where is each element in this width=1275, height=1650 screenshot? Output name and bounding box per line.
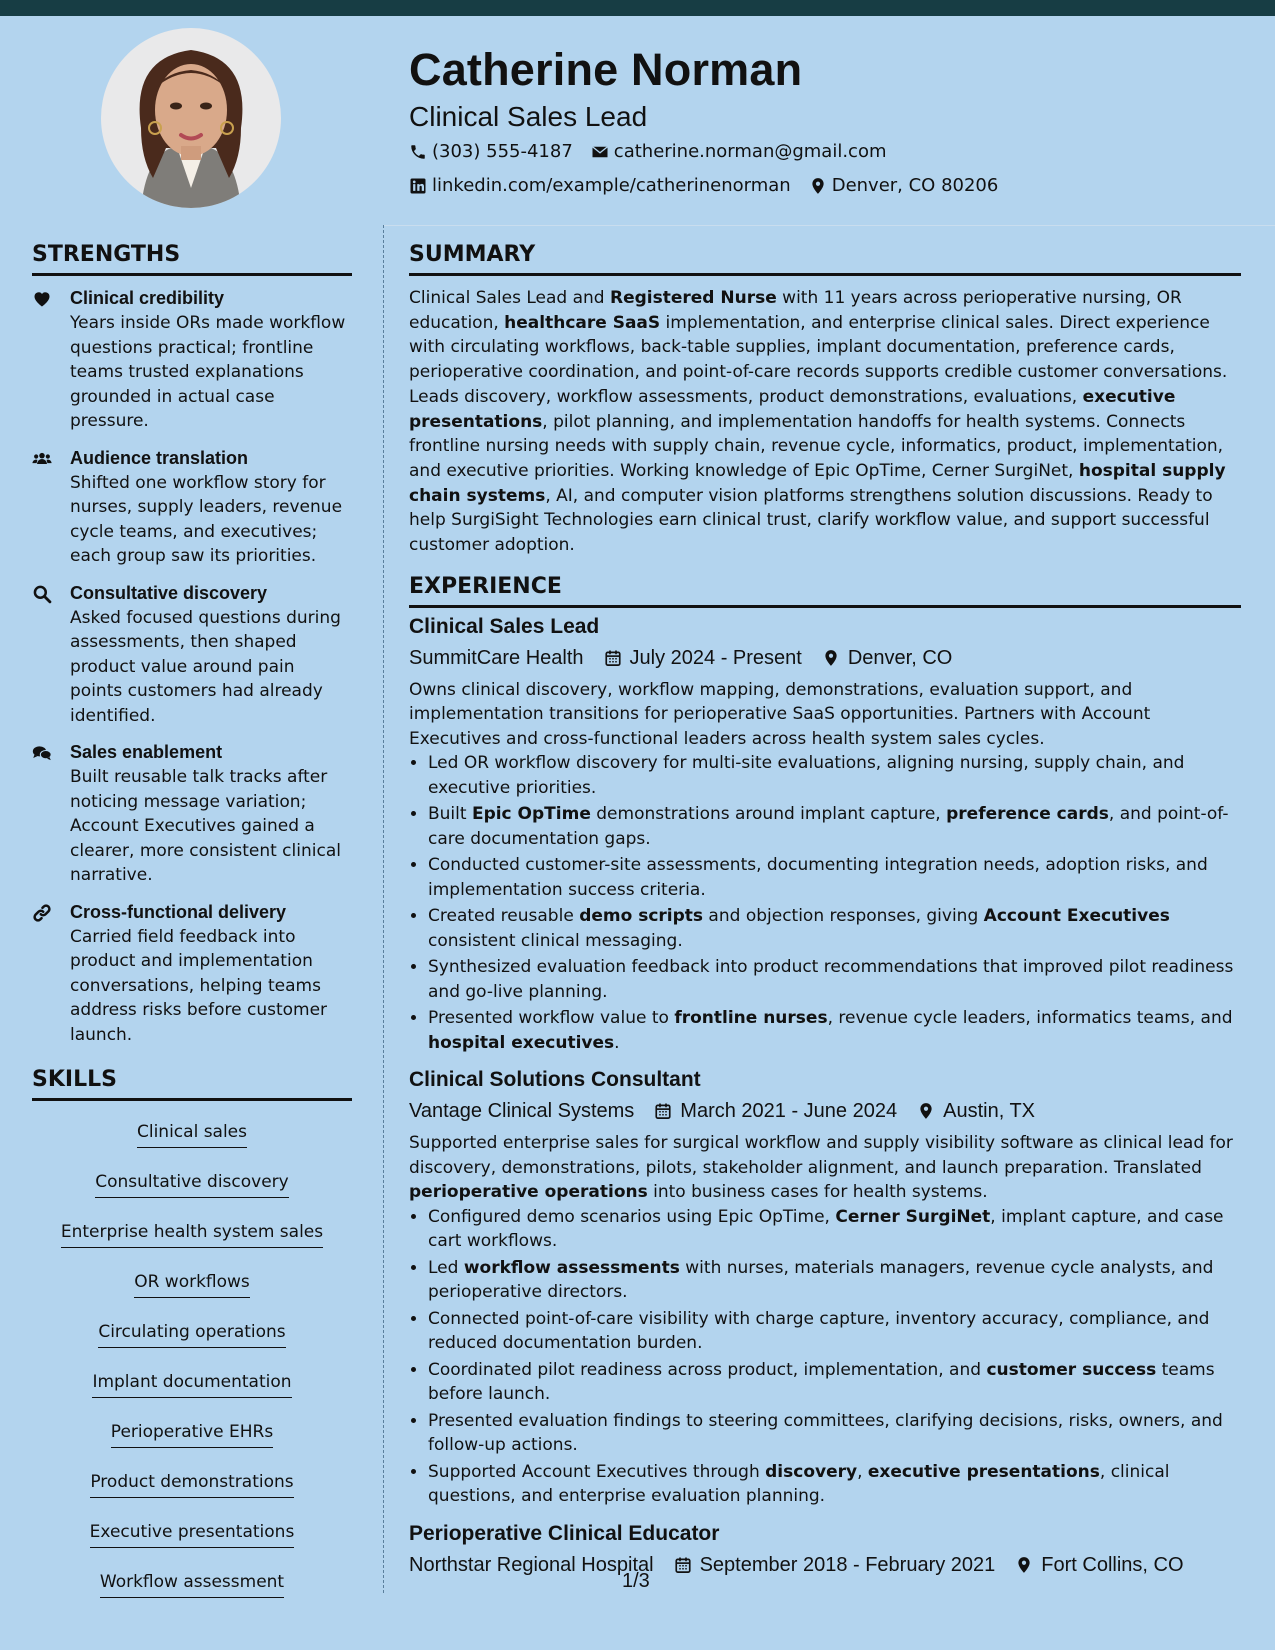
- header-divider: [384, 225, 1275, 226]
- contact-row-2: [409, 170, 1249, 202]
- skill-tag: OR workflows: [134, 1269, 250, 1298]
- job-bullet: • Led OR workflow discovery for multi-site evaluations, aligning nursing, supply chain, and executive priorities.: [428, 751, 1241, 800]
- skill-tag: Product demonstrations: [90, 1469, 293, 1498]
- users-icon: [32, 449, 52, 469]
- job-location: Fort Collins, CO: [1041, 1553, 1184, 1576]
- job-bullets: [409, 751, 1241, 1055]
- job-bullet: • Conducted customer-site assessments, documenting integration needs, adoption risks, and implementation success criteria.: [428, 853, 1241, 902]
- map-pin-icon: [1015, 1556, 1033, 1574]
- strength-item: [32, 740, 352, 888]
- map-pin-icon: [822, 649, 840, 667]
- link-icon: [32, 903, 52, 923]
- strength-item: [32, 286, 352, 434]
- candidate-role: Clinical Sales Lead: [409, 101, 648, 132]
- page-number: 1/3: [622, 1570, 650, 1592]
- job-description: Owns clinical discovery, workflow mapping, demonstrations, evaluation support, and implementation transitions for perioperative SaaS opportunities. Partners with Account Executives and cross-functional leaders across health system sales cycles.: [409, 679, 1151, 749]
- strength-item: [32, 581, 352, 729]
- experience-heading: EXPERIENCE: [409, 570, 1241, 608]
- contact-row-1: [409, 136, 1249, 168]
- email-text: catherine.norman@gmail.com: [613, 141, 887, 162]
- job-company: SummitCare Health: [409, 646, 584, 669]
- candidate-name: Catherine Norman: [409, 44, 803, 95]
- skills-heading: SKILLS: [32, 1063, 352, 1101]
- job-entry: [409, 1519, 1241, 1581]
- column-divider: [383, 225, 384, 1593]
- phone-text: (303) 555-4187: [432, 141, 573, 162]
- skill-tag: Implant documentation: [92, 1369, 291, 1398]
- linkedin-text: linkedin.com/example/catherinenorman: [432, 175, 791, 196]
- linkedin-contact[interactable]: [409, 170, 791, 202]
- calendar-icon: [604, 649, 622, 667]
- strength-title: Sales enablement: [70, 742, 223, 762]
- strength-title: Clinical credibility: [70, 288, 225, 308]
- resume-header: [409, 40, 1249, 202]
- phone-contact[interactable]: [409, 136, 573, 168]
- summary-text: Clinical Sales Lead and Registered Nurse with 11 years across perioperative nursing, OR education, healthcare SaaS implementation, and enterprise clinical sales. Direct experience with circulating workflows, back-table supplies, implant documentation, preference cards, perioperative coordination, and point-of-care records supports credible customer conversations. Leads discovery, workflow assessments, product demonstrations, evaluations, executive presentations, pilot planning, and implementation handoffs for health systems. Connects frontline nursing needs with supply chain, revenue cycle, informatics, product, implementation, and executive priorities. Working knowledge of Epic OpTime, Cerner SurgiNet, hospital supply chain systems, AI, and computer vision platforms strengthens solution discussions. Ready to help SurgiSight Technologies earn clinical trust, clarify workflow value, and support successful customer adoption.: [409, 288, 1228, 556]
- job-company: Vantage Clinical Systems: [409, 1100, 635, 1123]
- job-meta: [409, 1549, 1241, 1581]
- job-bullet: • Connected point-of-care visibility with charge capture, inventory accuracy, compliance, and reduced documentation burden.: [428, 1307, 1241, 1356]
- job-location: Austin, TX: [943, 1100, 1036, 1123]
- job-bullet: • Supported Account Executives through discovery, executive presentations, clinical questions, and enterprise evaluation planning.: [428, 1460, 1241, 1509]
- job-location: Denver, CO: [847, 646, 953, 669]
- strength-title: Cross-functional delivery: [70, 901, 287, 922]
- job-title: Clinical Solutions Consultant: [409, 1068, 701, 1092]
- strength-desc: Carried field feedback into product and implementation conversations, helping teams address risks before customer launch.: [70, 926, 328, 1045]
- email-contact[interactable]: [591, 136, 887, 168]
- strength-desc: Built reusable talk tracks after noticing message variation; Account Executives gained a clearer, more consistent clinical narrative.: [70, 767, 341, 885]
- job-description: Supported enterprise sales for surgical workflow and supply visibility software as clinical lead for discovery, demonstrations, pilots, stakeholder alignment, and launch preparation. Translated perioperative operations into business cases for health systems.: [409, 1133, 1233, 1203]
- job-dates: September 2018 - February 2021: [699, 1553, 996, 1576]
- job-meta: [409, 1095, 1241, 1127]
- search-icon: [32, 584, 52, 604]
- envelope-icon: [591, 143, 609, 161]
- job-title: Perioperative Clinical Educator: [409, 1521, 720, 1545]
- skill-tag: Clinical sales: [137, 1119, 247, 1148]
- profile-photo: [101, 28, 281, 208]
- job-bullet: • Coordinated pilot readiness across product, implementation, and customer success teams before launch.: [428, 1358, 1241, 1407]
- calendar-icon: [654, 1102, 672, 1120]
- job-entry: [409, 1065, 1241, 1509]
- top-bar: [0, 0, 1275, 16]
- location-text: Denver, CO 80206: [831, 175, 999, 196]
- job-entry: [409, 612, 1241, 1056]
- job-meta: [409, 642, 1241, 674]
- phone-icon: [409, 143, 427, 161]
- linkedin-icon: [409, 177, 427, 195]
- job-title: Clinical Sales Lead: [409, 614, 600, 638]
- main-column: [409, 238, 1241, 1585]
- job-dates: March 2021 - June 2024: [680, 1100, 898, 1123]
- job-bullet: • Built Epic OpTime demonstrations around implant capture, preference cards, and point-of-care documentation gaps.: [428, 802, 1241, 851]
- heart-icon: [32, 289, 52, 309]
- strength-desc: Asked focused questions during assessments, then shaped product value around pain points customers had already identified.: [70, 607, 341, 726]
- skill-tag: Circulating operations: [98, 1319, 285, 1348]
- skill-tag: Workflow assessment: [100, 1569, 284, 1598]
- strength-item: [32, 446, 352, 569]
- job-bullet: • Configured demo scenarios using Epic OpTime, Cerner SurgiNet, implant capture, and case cart workflows.: [428, 1205, 1241, 1254]
- strength-item: [32, 900, 352, 1048]
- chat-icon: [32, 743, 52, 763]
- summary-heading: SUMMARY: [409, 238, 1241, 276]
- job-bullet: • Led workflow assessments with nurses, materials managers, revenue cycle analysts, and perioperative directors.: [428, 1256, 1241, 1305]
- skill-tag: Executive presentations: [90, 1519, 295, 1548]
- skill-tag: Enterprise health system sales: [61, 1219, 323, 1248]
- calendar-icon: [674, 1556, 692, 1574]
- skills-list: [32, 1111, 352, 1606]
- job-bullet: • Synthesized evaluation feedback into product recommendations that improved pilot readiness and go-live planning.: [428, 955, 1241, 1004]
- job-bullet: • Presented evaluation findings to steering committees, clarifying decisions, risks, owners, and follow-up actions.: [428, 1409, 1241, 1458]
- sidebar: [32, 238, 352, 1611]
- location-contact: [809, 170, 999, 202]
- job-bullet: • Created reusable demo scripts and objection responses, giving Account Executives consistent clinical messaging.: [428, 904, 1241, 953]
- skill-tag: Consultative discovery: [95, 1169, 288, 1198]
- skill-tag: Perioperative EHRs: [111, 1419, 273, 1448]
- strength-desc: Years inside ORs made workflow questions practical; frontline teams trusted explanations grounded in actual case pressure.: [70, 313, 346, 431]
- strength-desc: Shifted one workflow story for nurses, supply leaders, revenue cycle teams, and executives; each group saw its priorities.: [70, 472, 343, 566]
- map-pin-icon: [809, 177, 827, 195]
- strength-title: Consultative discovery: [70, 582, 268, 603]
- job-company: Northstar Regional Hospital: [409, 1553, 654, 1576]
- job-bullets: [409, 1205, 1241, 1509]
- map-pin-icon: [917, 1102, 935, 1120]
- job-bullet: • Presented workflow value to frontline nurses, revenue cycle leaders, informatics teams, and hospital executives.: [428, 1006, 1241, 1055]
- strength-title: Audience translation: [70, 447, 249, 468]
- job-dates: July 2024 - Present: [629, 646, 802, 669]
- strengths-heading: STRENGTHS: [32, 238, 352, 276]
